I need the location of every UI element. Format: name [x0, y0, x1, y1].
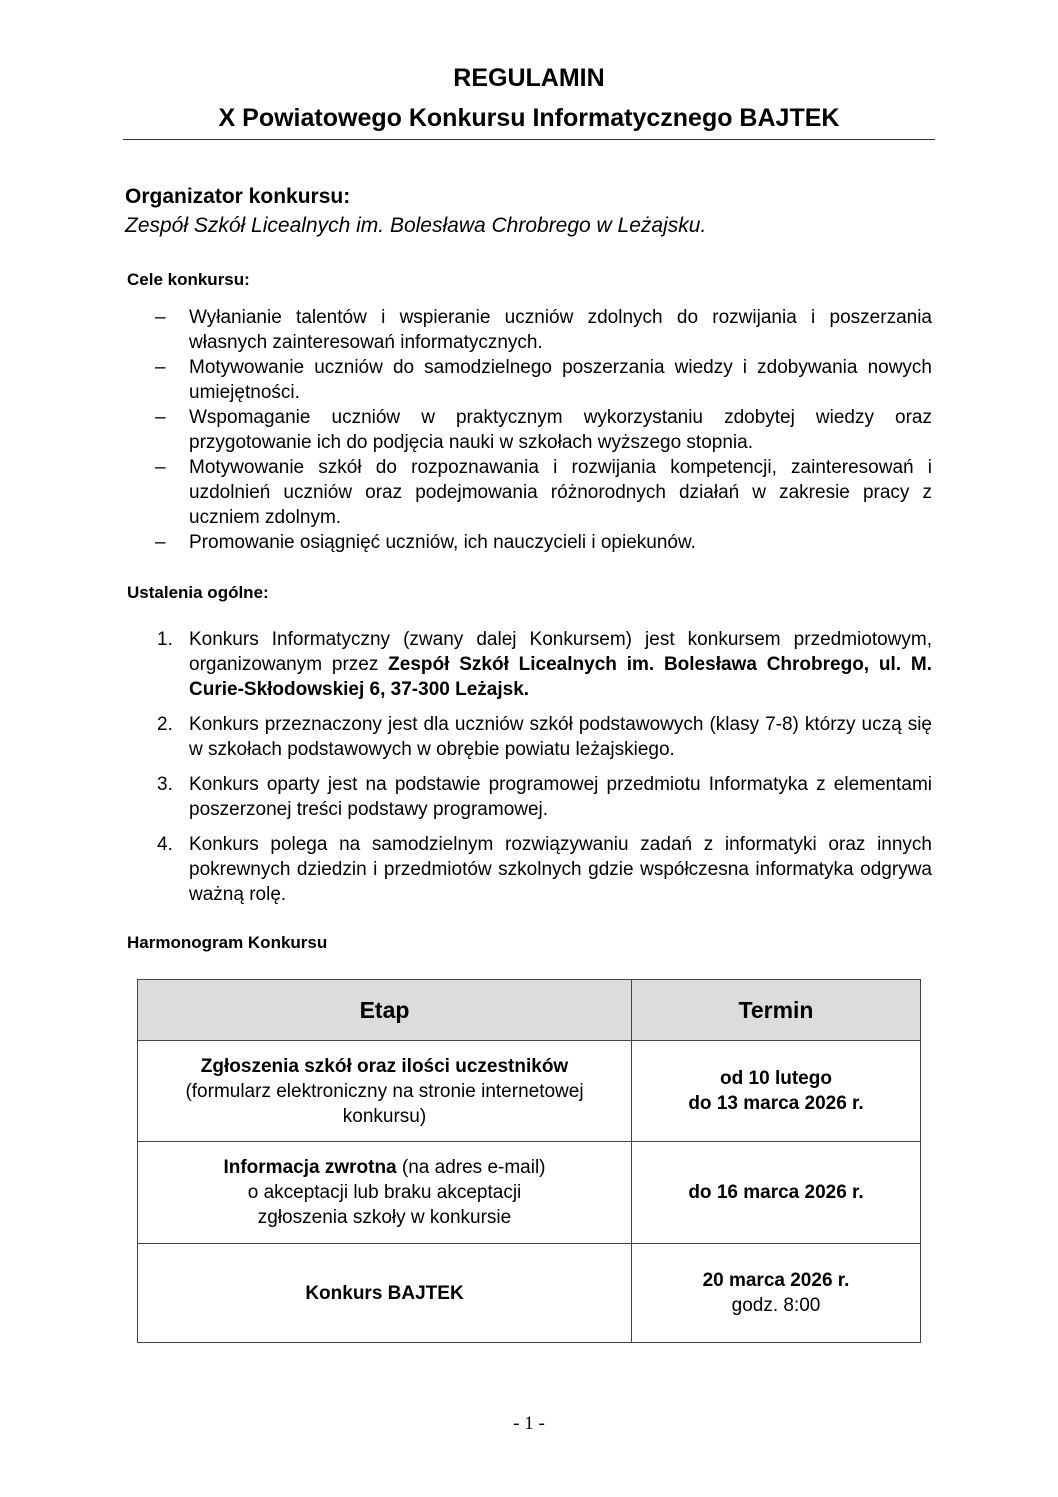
rule-item: 4. Konkurs polega na samodzielnym rozwiązywaniu zadań z informatyki oraz innych pokrewnych dziedzin i przedmiotów szkolnych gdzie współczesna informatyka odgrywa ważną rolę.	[157, 834, 932, 905]
stage-cell: Konkurs BAJTEK	[138, 1244, 632, 1343]
organizer-name: Zespół Szkół Licealnych im. Bolesława Chrobrego w Leżajsku.	[125, 214, 707, 237]
schedule-heading: Harmonogram Konkursu	[127, 933, 328, 952]
rule-item: 3. Konkurs oparty jest na podstawie programowej przedmiotu Informatyka z elementami poszerzonej treści podstawy programowej.	[157, 774, 932, 820]
goal-item: – Motywowanie uczniów do samodzielnego poszerzania wiedzy i zdobywania nowych umiejętności.	[155, 357, 932, 403]
title-divider	[123, 139, 935, 140]
dash-bullet-icon: –	[155, 407, 166, 428]
table-row	[138, 1041, 921, 1142]
date-cell: od 10 lutego do 13 marca 2026 r.	[632, 1041, 921, 1142]
general-heading: Ustalenia ogólne:	[127, 583, 269, 602]
organizer-heading: Organizator konkursu:	[125, 185, 351, 208]
document-title: REGULAMIN	[453, 64, 605, 92]
general-rules-list	[155, 627, 932, 917]
document-subtitle: X Powiatowego Konkursu Informatycznego BAJTEK	[218, 104, 840, 132]
goals-heading: Cele konkursu:	[127, 270, 250, 289]
dash-bullet-icon: –	[155, 357, 166, 378]
rule-item: 2. Konkurs przeznaczony jest dla uczniów szkół podstawowych (klasy 7-8) którzy uczą się w szkołach podstawowych w obrębie powiatu leżajskiego.	[157, 714, 932, 760]
goal-item: – Motywowanie szkół do rozpoznawania i rozwijania kompetencji, zainteresowań i uzdolnień uczniów oraz podejmowania różnorodnych działań w zakresie pracy z uczniem zdolnym.	[155, 457, 932, 528]
dash-bullet-icon: –	[155, 532, 166, 553]
goal-item: – Wyłanianie talentów i wspieranie uczniów zdolnych do rozwijania i poszerzania własnych zainteresowań informatycznych.	[155, 307, 932, 353]
organizer-address: Zespół Szkół Licealnych im. Bolesława Chrobrego, ul. M. Curie-Skłodowskiej 6, 37-300 Leżajsk.	[189, 654, 932, 700]
table-header-row	[138, 980, 921, 1041]
rule-item: 1. Konkurs Informatyczny (zwany dalej Konkursem) jest konkursem przedmiotowym, organizowanym przez Zespół Szkół Licealnych im. Bolesława Chrobrego, ul. M. Curie-Skłodowskiej 6, 37-300 Leżajsk.	[157, 629, 932, 700]
table-row	[138, 1142, 921, 1244]
page-number: - 1 -	[513, 1413, 545, 1434]
goal-item: – Promowanie osiągnięć uczniów, ich nauczycieli i opiekunów.	[155, 532, 696, 553]
goals-list	[155, 305, 932, 555]
dash-bullet-icon: –	[155, 457, 166, 478]
stage-cell: Zgłoszenia szkół oraz ilości uczestników (formularz elektroniczny na stronie internetowej konkursu)	[138, 1041, 632, 1142]
date-cell: do 16 marca 2026 r.	[632, 1142, 921, 1244]
dash-bullet-icon: –	[155, 307, 166, 328]
table-row	[138, 1244, 921, 1343]
stage-cell: Informacja zwrotna (na adres e-mail) o akceptacji lub braku akceptacji zgłoszenia szkoły w konkursie	[138, 1142, 632, 1244]
goal-item: – Wspomaganie uczniów w praktycznym wykorzystaniu zdobytej wiedzy oraz przygotowanie ich do podjęcia nauki w szkołach wyższego stopnia.	[155, 407, 932, 453]
date-cell: 20 marca 2026 r. godz. 8:00	[632, 1244, 921, 1343]
schedule-table	[137, 979, 921, 1343]
column-header-date: Termin	[632, 980, 921, 1041]
column-header-stage: Etap	[138, 980, 632, 1041]
